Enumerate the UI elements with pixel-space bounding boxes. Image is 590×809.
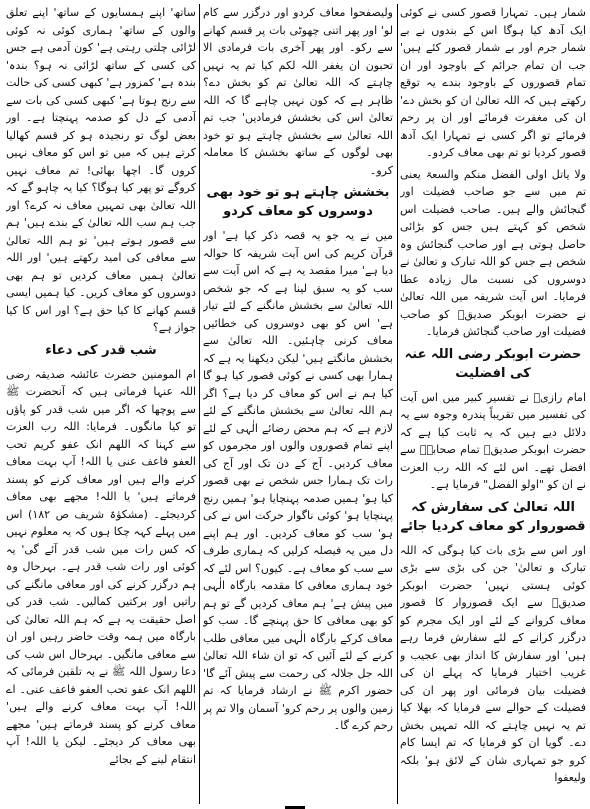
right-paragraph-1: شمار ہیں۔ تمہارا قصور کسی نے کوئی ایک آدھ کیا ہوگا اس کے بندوں نے بے شمار جرم اور بے شمار قصور کئے ہیں' جب ان تمام جرائم کے باوجود اور ان تمام قصوروں کے باوجود بندے یہ توقع رکھتے ہیں کہ اللہ تعالیٰ ان کو بخش دے' ان کی مغفرت فرمائے اور ان پر رحم فرمائے تو اگر کسی نے تمہارا ایک آدھ قصور کردیا تو تم بھی معاف کردو۔ — [400, 6, 586, 159]
left-heading-1: شب قدر کی دعاء — [45, 342, 157, 358]
column-divider-left — [199, 4, 200, 804]
right-paragraph-4: اور اس سے بڑی بات کیا ہوگی کہ اللہ تبارک و تعالیٰ' جن کی بڑی سے بڑی کوئی ہستی نہیں' حضرت ابوبکر صدیقؓ سے ایک قصوروار کا قصور معاف کروانے کے لئے اور ایک مجرم کو درگزر کرانے کے لئے سفارش فرما رہے ہیں' اور سفارش کا انداز بھی عجیب و غریب اختیار فرمایا کہ پہلے ان کی فضیلت بیان فرمائی اور پھر ان کی فضیلت کے حوالے سے فرمایا کہ بھلا کیا تم یہ نہیں چاہتے کہ اللہ تمہیں بخش دے۔ گویا ان کو فرمایا کہ تم ایسا کام کرو جو تمہاری شان کے لائق ہو' بلکہ ولیعفوا — [400, 543, 586, 784]
column-divider-right — [397, 4, 398, 804]
left-column — [6, 4, 196, 804]
middle-column — [203, 4, 393, 804]
middle-paragraph-2: میں نے یہ جو یہ قصہ ذکر کیا ہے' اور قرآن کریم کی اس آیت شریفہ کا حوالہ دیا ہے' میرا مقصد یہ ہے کہ اس آیت سے سب کو یہ سبق لینا ہے کہ جو شخص اللہ تعالیٰ سے بخشش مانگنے کے لئے تیار ہے' اس کو بھی دوسروں کی خطائیں معاف کرنی چاہئیں۔ اللہ تعالیٰ سے بخشش مانگتے ہیں' لیکن دیکھنا یہ ہے کہ ہمارا بھی کسی نے کوئی قصور کیا ہو گا کیا ہم نے اس کو معاف کر دیا ہے؟ اگر ہم اللہ تعالیٰ سے بخشش مانگنے کے لئے لازم ہے کہ ہم محض رضائے الٰہی کے لئے اپنے تمام قصوروں والوں اور مجرموں کو معاف کردیں۔ آج کے دن تک اور آج کی رات تک ہمارا جس شخص نے بھی قصور کیا ہو' ہمیں صدمہ پہنچایا ہو' ہمیں رنج پہنچایا ہو' کوئی ناگوار حرکت اس نے کی ہو' سب کو معاف کردیں۔ اور ہم اپنے دل میں یہ فیصلہ کرلیں کہ ہماری طرف سے سب کو معاف ہے۔ کیوں؟ اس لئے کہ خود ہماری معافی کا مقدمہ بارگاہ الٰہی میں پیش ہے' ہم معاف کردیں گے تو ہم کو بھی معافی کا حق پہنچے گا۔ سب کو معاف کرکے بارگاہ الٰہی میں معافی طلب کرنے کے لئے آئیں کہ تو ان شاء اللہ تعالیٰ اللہ جل جلالہ کی رحمت سے پیش آئے گا' حضور اکرم ﷺ نے ارشاد فرمایا کہ تم زمین والوں پر رحم کرو' آسمان والا تم پر رحم کرے گا۔ — [203, 229, 393, 732]
right-paragraph-3: امام رازیؒ نے تفسیر کبیر میں اس آیت کی تفسیر میں تقریباً پندرہ وجوہ سے یہ دلائل دیے ہیں کہ یہ ثابت کیا ہے کہ حضرت ابوبکر صدیقؓ تمام صحابہؓ سے افضل تھے۔ اس لئے کہ اللہ رب العزت نے ان کو "اولو الفضل" فرمایا ہے۔ — [400, 390, 586, 491]
middle-heading-1: بخشش چاہتے ہو تو خود بھی دوسروں کو معاف کردو — [206, 185, 390, 219]
left-paragraph-1: ساتھ' اپنے ہمسایوں کے ساتھ' اپنے تعلق والوں کے ساتھ' ہماری کوئی نہ کوئی لڑائی چلتی رہتی ہے' کون آدمی ہے جس کی کسی کے ساتھ لڑائی نہ ہو؟ بندہ' بندہ ہے' کمزور ہے' کبھی کسی کی حالت سے رنج ہوتا ہے' کبھی کسی کی بات سے آدمی کے دل کو صدمہ پہنچتا ہے۔ اور بعض لوگ تو رنجیدہ ہو کر قسم کھالیا کرتے ہیں کہ میں تو اس کو معاف نہیں کروں گا۔ اچھا بھائی! تم معاف نہیں کروگے تو پھر کیا ہوگا؟ کیا یہ چاہو گے کہ اللہ تعالیٰ بھی تمہیں معاف نہ کرے؟ اور جب ہم سب اللہ تعالیٰ کے بندے ہیں' ہم سے قصور ہوتے ہیں' تو ہم اللہ تعالیٰ سے معافی کی امید رکھتے ہیں' اور اللہ تعالیٰ ہمیں معاف کردیں تو ہم بھی دوسروں کو معاف کریں۔ کیا ہمیں ایسی قسم کھانے کا کیا حق ہے؟ اور اس کا کیا جواز ہے؟ — [6, 6, 196, 334]
right-paragraph-2: ولا یاتل اولی الفضل منکم والسعۃ یعنی تم میں سے جو صاحب فضیلت اور گنجائش والے ہیں۔ صاحب فضیلت اس شخص کو کہتے ہیں جس کو بڑائی حاصل ہوتی ہے اور صاحب گنجائش وہ شخص ہے جس کو اللہ تبارک و تعالیٰ نے دوسروں کی نسبت مال زیادہ عطا فرمایا۔ اس آیت شریفہ میں اللہ تعالیٰ نے حضرت ابوبکر صدیقؓ کو صاحب فضیلت اور صاحب گنجائش فرمایا۔ — [400, 167, 586, 338]
right-column — [400, 4, 586, 804]
right-heading-1: حضرت ابوبکر رضی اللہ عنہ کی افضلیت — [404, 346, 582, 381]
left-paragraph-2: ام المومنین حضرت عائشہ صدیقہ رضی اللہ عنہا فرماتی ہیں کہ آنحضرت ﷺ سے پوچھا کہ اگر میں شب قدر کو پاؤں تو کیا مانگوں۔ فرمایا: اللہ رب العزت سے کہنا کہ اللھم انک عفو کریم تحب العفو فاعف عنی یا اللہ! آپ بہت معاف کرنے والے ہیں اور معاف کرنے کو پسند فرماتے ہیں' یا اللہ! مجھے بھی معاف کردیجئے۔ (مشکوٰۃ شریف ص ۱۸۲) اس میں پہلے کہہ چکا ہوں کہ یہ معلوم نہیں کہ کس رات میں شب قدر آئے گی' یہ کوئی اور رات شب قدر ہے۔ بہرحال وہ ہم درگزر کرنے کی اور معافی مانگنے کی راتیں اور برکتیں کمالیں۔ شب قدر کی اصل حقیقت یہ ہے کہ ہم اللہ تعالیٰ کی بارگاہ میں ہمہ وقت حاضر رہیں اور ان سے معافی مانگیں۔ بہرحال اس شب کی دعا رسول اللہ ﷺ نے یہ تلقین فرمائی کہ اللھم انک عفو تحب العفو فاعف عنی۔ اے اللہ! آپ بہت معاف کرنے والے ہیں' معاف کرنے کو پسند فرماتے ہیں' مجھے بھی معاف کر دیجئے۔ لیکن یا اللہ! آپ انتقام لینے کے بجائے — [6, 367, 196, 766]
right-heading-2: اللہ تعالیٰ کی سفارش کہ قصوروار کو معاف کردیا جائے — [400, 499, 586, 534]
middle-paragraph-1: ولیصفحوا معاف کردو اور درگزر سے کام لو' اور پھر اتنی چھوٹی بات پر قسم کھانے سے رکو۔ اور پھر آخری بات فرمادی الا تحبون ان یغفر اللہ لکم کیا تم یہ نہیں چاہتے کہ اللہ تعالیٰ تم کو بخش دے؟ ظاہر ہے کہ کون نہیں چاہے گا کہ اللہ تعالیٰ اس کی بخشش فرمادیں' جب تم اللہ تعالیٰ سے بخشش چاہتے ہو تو خود بھی لوگوں کے ساتھ بخشش کا معاملہ کرو۔ — [203, 6, 393, 177]
